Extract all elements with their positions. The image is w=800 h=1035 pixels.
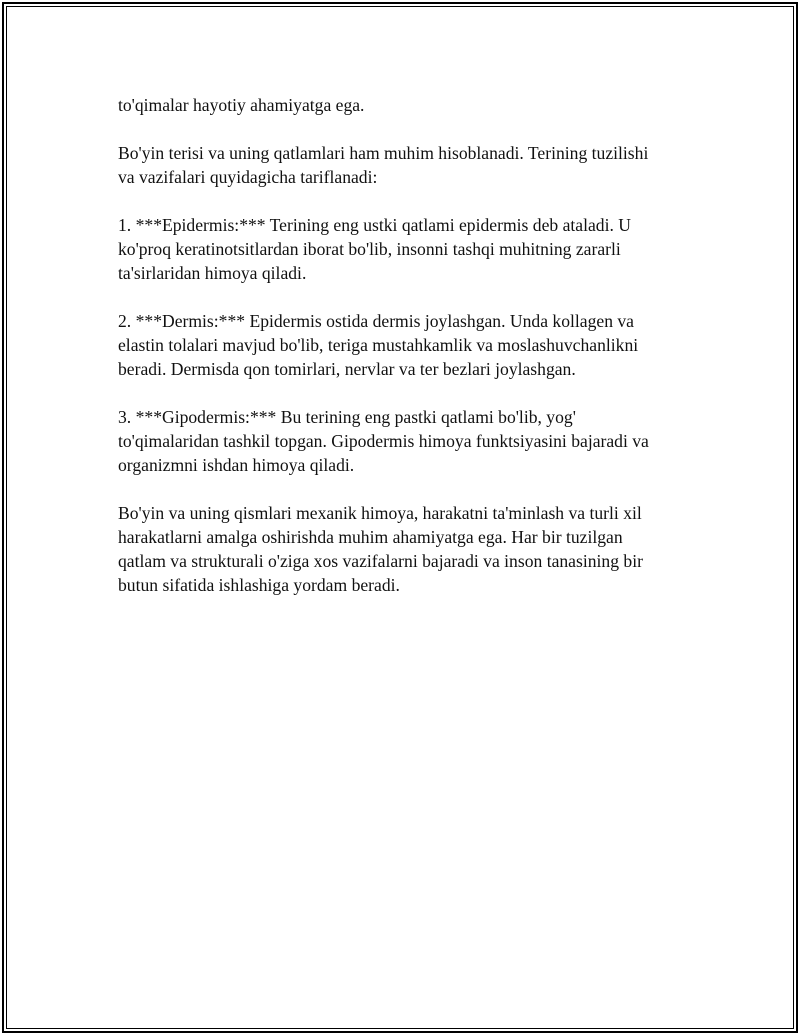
paragraph-epidermis	[118, 213, 688, 285]
text-line: va vazifalari quyidagicha tariflanadi:	[118, 167, 378, 187]
text-line: Bo'yin terisi va uning qatlamlari ham muhim hisoblanadi. Terining tuzilishi	[118, 143, 649, 163]
text-line: 2. ***Dermis:*** Epidermis ostida dermis joylashgan. Unda kollagen va	[118, 311, 634, 331]
text-line: butun sifatida ishlashiga yordam beradi.	[118, 575, 400, 595]
paragraph-intro-end	[118, 93, 688, 117]
text-line: elastin tolalari mavjud bo'lib, teriga mustahkamlik va moslashuvchanlikni	[118, 335, 639, 355]
text-line: to'qimalaridan tashkil topgan. Gipodermis himoya funktsiyasini bajaradi va	[118, 431, 649, 451]
text-line: harakatlarni amalga oshirishda muhim ahamiyatga ega. Har bir tuzilgan	[118, 527, 623, 547]
text-line: Bo'yin va uning qismlari mexanik himoya, harakatni ta'minlash va turli xil	[118, 503, 642, 523]
text-line: 3. ***Gipodermis:*** Bu terining eng pastki qatlami bo'lib, yog'	[118, 407, 576, 427]
text-line: beradi. Dermisda qon tomirlari, nervlar va ter bezlari joylashgan.	[118, 359, 576, 379]
text-line: qatlam va strukturali o'ziga xos vazifalarni bajaradi va inson tanasining bir	[118, 551, 643, 571]
document-body	[118, 93, 688, 621]
text-line: ta'sirlaridan himoya qiladi.	[118, 263, 307, 283]
text-line: 1. ***Epidermis:*** Terining eng ustki qatlami epidermis deb ataladi. U	[118, 215, 631, 235]
paragraph-dermis	[118, 309, 688, 381]
text-line: organizmni ishdan himoya qiladi.	[118, 455, 355, 475]
text-line: to'qimalar hayotiy ahamiyatga ega.	[118, 95, 365, 115]
paragraph-gipodermis	[118, 405, 688, 477]
paragraph-conclusion	[118, 501, 688, 597]
text-line: ko'proq keratinotsitlardan iborat bo'lib, insonni tashqi muhitning zararli	[118, 239, 621, 259]
paragraph-skin-layers	[118, 141, 688, 189]
